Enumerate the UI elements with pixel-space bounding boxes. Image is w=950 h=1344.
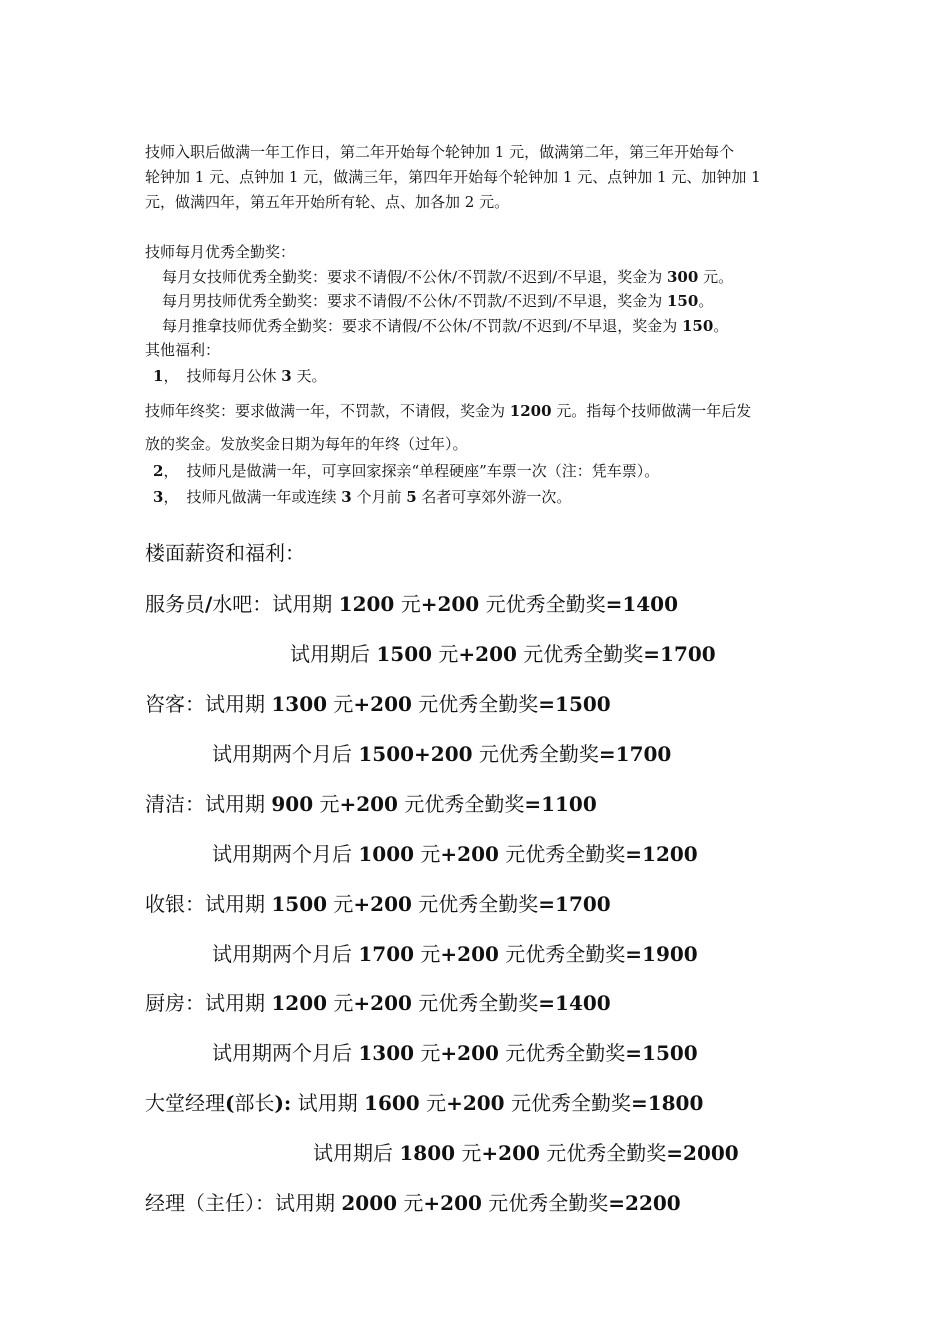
kitchen-row-2 [212,1043,698,1063]
manager-row [145,1193,681,1213]
lobby-row-2 [313,1143,739,1163]
lobby-1-m2: 元优秀全勤奖 [504,1091,631,1115]
lobby-1-total: =1800 [630,1091,704,1115]
other-item-3-text-c: 名者可享郊外游一次。 [416,488,572,506]
waiter-row-1 [145,594,678,614]
host-2-total: =1700 [598,742,672,766]
attendance-heading: 技师每月优秀全勤奖： [145,243,296,261]
attendance-massage-unit: 。 [713,317,729,335]
floor-heading: 楼面薪资和福利： [145,541,305,565]
other-item-2-sep: ， [163,462,179,480]
cash-2-total: =1900 [625,942,698,966]
attendance-female-unit: 元。 [698,268,734,286]
other-item-3-text-a: 技师凡做满一年或连续 [186,488,342,506]
other-item-1-text-a: 技师每月公休 [186,367,282,385]
lobby-2-b2: +200 [481,1141,540,1165]
yearend-line-1 [145,404,751,419]
cash-1-m2: 元优秀全勤奖 [411,892,539,916]
lobby-2-a: 试用期后 [313,1141,400,1165]
clean-1-m2: 元优秀全勤奖 [397,792,525,816]
host-1-a: 咨客：试用期 [145,692,272,716]
cash-1-m1: 元 [327,892,354,916]
lobby-row-1 [145,1093,703,1113]
attendance-massage-amount: 150 [682,317,714,335]
waiter-1-b1: 1200 [338,592,395,616]
waiter-role-slash: / [205,592,213,616]
clean-2-total: =1200 [625,842,698,866]
waiter-2-b1: 1500 [376,642,433,666]
cash-2-a: 试用期两个月后 [212,942,359,966]
yearend-text-a: 技师年终奖：要求做满一年，不罚款，不请假，奖金为 [145,402,510,420]
attendance-male [162,294,713,309]
clean-2-m2: 元优秀全勤奖 [498,842,626,866]
attendance-female-amount: 300 [667,268,699,286]
waiter-1-m2: 元优秀全勤奖 [479,592,606,616]
lobby-1-b1: 1600 [364,1091,420,1115]
kitchen-1-a: 厨房：试用期 [145,991,272,1015]
manager-total: =2200 [608,1191,681,1215]
clean-row-2 [212,844,698,864]
other-heading: 其他福利： [145,341,221,359]
kitchen-2-m2: 元优秀全勤奖 [498,1041,626,1065]
other-item-3 [153,490,571,505]
other-item-3-sep: ， [163,488,179,506]
lobby-1-paren-open: ( [225,1091,235,1115]
waiter-2-m2: 元优秀全勤奖 [516,642,644,666]
yearend-text-b: 元。指每个技师做满一年后发 [551,402,752,420]
attendance-female-text: 每月女技师优秀全勤奖：要求不请假/不公休/不罚款/不迟到/不早退，奖金为 [162,268,667,286]
lobby-2-total: =2000 [666,1141,739,1165]
waiter-2-b2: +200 [458,642,517,666]
clean-2-b2: +200 [440,842,499,866]
other-item-1-sep: ， [163,367,179,385]
other-item-1 [153,369,326,384]
cash-1-b1: 1500 [271,892,328,916]
other-item-2-num: 2 [153,462,164,480]
host-2-m2: 元优秀全勤奖 [472,742,599,766]
waiter-role: 服务员 [145,592,205,616]
cash-1-total: =1700 [538,892,611,916]
other-item-2 [153,464,659,479]
attendance-male-text: 每月男技师优秀全勤奖：要求不请假/不公休/不罚款/不迟到/不早退，奖金为 [162,292,667,310]
manager-a: 经理（主任）：试用期 [145,1191,342,1215]
kitchen-1-m1: 元 [327,991,354,1015]
lobby-2-m2: 元优秀全勤奖 [539,1141,667,1165]
other-item-3-num: 3 [153,488,164,506]
clean-1-m1: 元 [313,792,340,816]
kitchen-2-b1: 1300 [358,1041,415,1065]
lobby-2-b1: 1800 [399,1141,456,1165]
seniority-line-3: 元，做满四年，第五年开始所有轮、点、加各加 2 元。 [145,193,510,211]
host-1-b2: +200 [353,692,412,716]
clean-1-b2: +200 [339,792,398,816]
manager-m2: 元优秀全勤奖 [481,1191,609,1215]
clean-2-b1: 1000 [358,842,415,866]
kitchen-2-b2: +200 [440,1041,499,1065]
host-1-m2: 元优秀全勤奖 [411,692,539,716]
attendance-massage-text: 每月推拿技师优秀全勤奖：要求不请假/不公休/不罚款/不迟到/不早退，奖金为 [162,317,682,335]
lobby-1-a2: 部长 [234,1091,275,1115]
kitchen-row-1 [145,993,611,1013]
clean-2-m1: 元 [414,842,441,866]
kitchen-2-total: =1500 [625,1041,698,1065]
lobby-1-b2: +200 [446,1091,505,1115]
lobby-1-paren-close: ): [274,1091,292,1115]
waiter-1-total: =1400 [605,592,678,616]
host-2-a: 试用期两个月后 [212,742,359,766]
clean-2-a: 试用期两个月后 [212,842,359,866]
yearend-line-2: 放的奖金。发放奖金日期为每年的年终（过年）。 [145,435,468,453]
clean-1-a: 清洁：试用期 [145,792,272,816]
host-1-b1: 1300 [271,692,328,716]
waiter-1-b2: +200 [420,592,480,616]
other-item-2-text: 技师凡是做满一年，可享回家探亲“单程硬座”车票一次（注：凭车票）。 [186,462,660,480]
host-2-b1: 1500+200 [358,742,473,766]
manager-m1: 元 [397,1191,424,1215]
waiter-1-m1: 元 [394,592,421,616]
waiter-role-b: 水吧：试用期 [212,592,339,616]
cash-1-b2: +200 [353,892,412,916]
attendance-male-unit: 。 [698,292,714,310]
host-1-m1: 元 [327,692,354,716]
cash-2-b2: +200 [440,942,499,966]
kitchen-2-a: 试用期两个月后 [212,1041,359,1065]
attendance-female [162,270,733,285]
waiter-row-2 [290,644,716,664]
cash-2-m1: 元 [414,942,441,966]
other-item-1-bold: 3 [281,367,292,385]
other-item-1-num: 1 [153,367,164,385]
waiter-2-a: 试用期后 [290,642,377,666]
manager-b1: 2000 [341,1191,398,1215]
kitchen-1-total: =1400 [538,991,611,1015]
attendance-massage [162,319,728,334]
seniority-line-2: 轮钟加 1 元、点钟加 1 元，做满三年，第四年开始每个轮钟加 1 元、点钟加 1 元、加钟加 1 [145,168,761,186]
cash-row-1 [145,894,611,914]
kitchen-1-m2: 元优秀全勤奖 [411,991,539,1015]
kitchen-1-b2: +200 [353,991,412,1015]
other-item-1-text-b: 天。 [291,367,327,385]
lobby-1-a: 大堂经理 [145,1091,225,1115]
clean-1-b1: 900 [271,792,314,816]
lobby-1-m1: 元 [419,1091,447,1115]
seniority-line-1: 技师入职后做满一年工作日，第二年开始每个轮钟加 1 元，做满第二年，第三年开始每个 [145,143,735,161]
other-item-3-bold-2: 5 [406,488,417,506]
kitchen-2-m1: 元 [414,1041,441,1065]
kitchen-1-b1: 1200 [271,991,328,1015]
host-1-total: =1500 [538,692,611,716]
cash-2-b1: 1700 [358,942,415,966]
other-item-3-text-b: 个月前 [351,488,407,506]
yearend-amount: 1200 [509,402,552,420]
attendance-male-amount: 150 [667,292,699,310]
cash-2-m2: 元优秀全勤奖 [498,942,626,966]
other-item-3-bold-1: 3 [341,488,352,506]
waiter-2-m1: 元 [432,642,459,666]
cash-1-a: 收银：试用期 [145,892,272,916]
lobby-2-m1: 元 [455,1141,482,1165]
waiter-2-total: =1700 [643,642,716,666]
clean-row-1 [145,794,597,814]
cash-row-2 [212,944,698,964]
manager-b2: +200 [423,1191,482,1215]
clean-1-total: =1100 [524,792,597,816]
host-row-2 [212,744,671,764]
lobby-1-a3: 试用期 [291,1091,365,1115]
host-row-1 [145,694,611,714]
